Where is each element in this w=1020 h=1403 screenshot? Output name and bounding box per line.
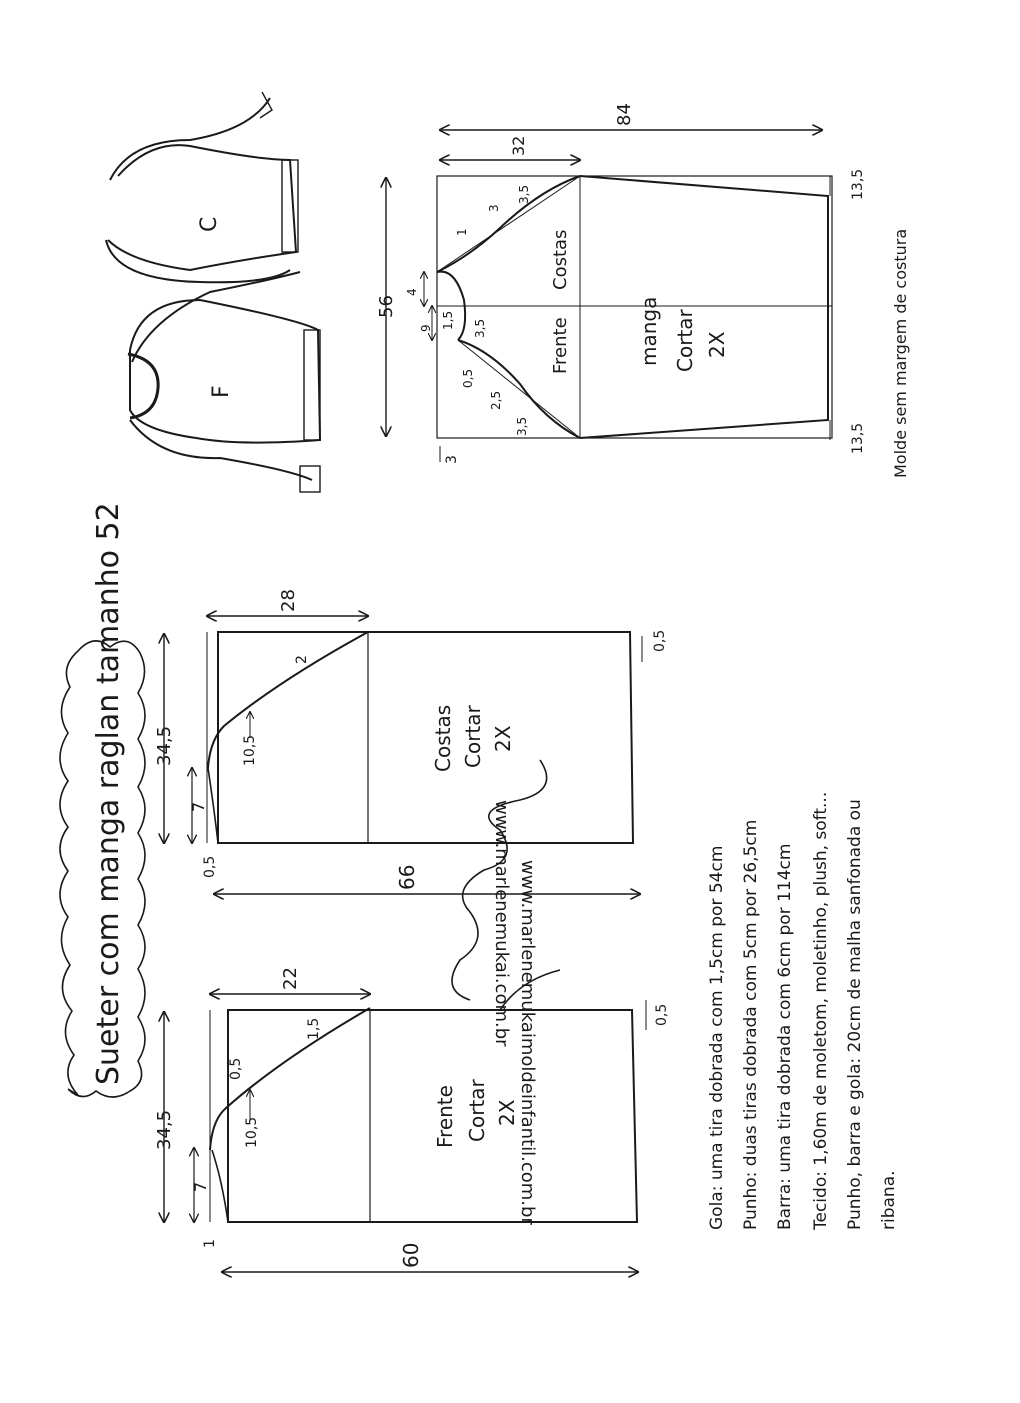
front-sketch-body [130,300,320,443]
sleeve-back-label: Costas [550,229,571,290]
front-sketch-collar [128,354,158,418]
front-raglan-label: 10,5 [244,1116,260,1148]
seam-allowance-note: Molde sem margem de costura [891,228,910,478]
front-neck-curve [212,1150,228,1222]
sweater-back-sketch [106,92,298,282]
front-neck-small-label: 1 [202,1239,218,1248]
sleeve-cap-a-label: 4 [405,288,419,296]
instruction-line-6: ribana. [879,1170,899,1230]
sleeve-top-label: 32 [509,135,528,156]
front-curve-b-label: 1,5 [306,1017,322,1040]
instruction-line-5: Punho, barra e gola: 20cm de malha sanfonada ou [845,799,865,1230]
front-width-label: 60 [399,1242,423,1268]
back-sketch-letter: C [197,216,222,232]
sleeve-side-drop-label: 3 [444,455,460,464]
back-curve-b-label: 2 [294,655,310,664]
back-pattern-piece [154,589,668,894]
back-sketch-arm-bottom [106,240,290,282]
front-pattern-piece [154,967,670,1272]
back-outline [218,632,633,843]
front-cut-label: Cortar [465,1079,489,1142]
back-sketch-arm-top [110,98,270,180]
back-raglan-label: 10,5 [242,734,258,766]
back-qty-label: 2X [491,725,515,752]
back-neck-label: 7 [189,801,208,812]
sleeve-cuff-top-label: 13,5 [850,168,866,200]
sleeve-curve-35c-label: 3,5 [515,416,529,436]
sleeve-cut-label: Cortar [673,309,697,372]
sleeve-cap-c-label: 1,5 [441,310,455,330]
front-sketch-letter: F [209,385,234,398]
sweater-front-sketch [128,272,320,492]
front-curve-a-label: 0,5 [228,1057,244,1080]
sleeve-curve-3-label: 3 [487,204,501,212]
sleeve-pattern-piece [376,103,866,464]
instruction-line-4: Tecido: 1,60m de moletom, moletinho, plush, soft... [811,791,831,1230]
sleeve-length-label: 84 [614,103,635,126]
back-height-label: 34,5 [154,725,175,766]
sleeve-width-label: 56 [376,295,397,318]
sleeve-curve-05-label: 0,5 [461,368,475,388]
website-1: www.marlenemukaimoldeinfantil.com.br [517,860,538,1225]
front-piece-label: Frente [433,1085,457,1148]
back-width-label: 66 [395,864,419,890]
front-hem-label: 0,5 [654,1003,670,1026]
back-neck-small-label: 0,5 [202,855,218,878]
back-hem-label: 0,5 [652,629,668,652]
back-piece-label: Costas [431,704,455,772]
front-neck-label: 7 [191,1181,210,1192]
front-shoulder-label: 22 [280,967,301,990]
instruction-line-2: Punho: duas tiras dobrada com 5cm por 26,5cm [741,819,761,1230]
sleeve-curve-35b-label: 3,5 [473,318,487,338]
back-cut-label: Cortar [461,705,485,768]
instructions-block [707,792,899,1231]
sleeve-qty-label: 2X [705,331,729,358]
front-height-label: 34,5 [154,1109,175,1150]
back-raglan-curve [208,632,368,768]
sleeve-lower-outline [580,176,828,438]
sleeve-curve-35-label: 3,5 [517,184,531,204]
sleeve-curve-1-label: 1 [455,228,469,236]
page-title: Sueter com manga raglan tamanho 52 [91,502,126,1085]
front-qty-label: 2X [495,1099,519,1126]
website-2: www.marlenemukai.com.br [491,800,512,1047]
sleeve-curve-25-label: 2,5 [489,390,503,410]
title-group [60,502,145,1097]
instruction-line-3: Barra: uma tira dobrada com 6cm por 114cm [775,843,795,1230]
back-neck-curve [208,768,218,843]
back-sketch-body [108,145,296,270]
sleeve-cap-b-label: 9 [419,324,433,332]
back-shoulder-label: 28 [278,589,299,612]
instruction-line-1: Gola: uma tira dobrada com 1,5cm por 54cm [707,845,727,1230]
sleeve-front-label: Frente [550,317,571,374]
sleeve-piece-label: manga [637,296,661,366]
sleeve-cuff-bottom-label: 13,5 [850,422,866,454]
